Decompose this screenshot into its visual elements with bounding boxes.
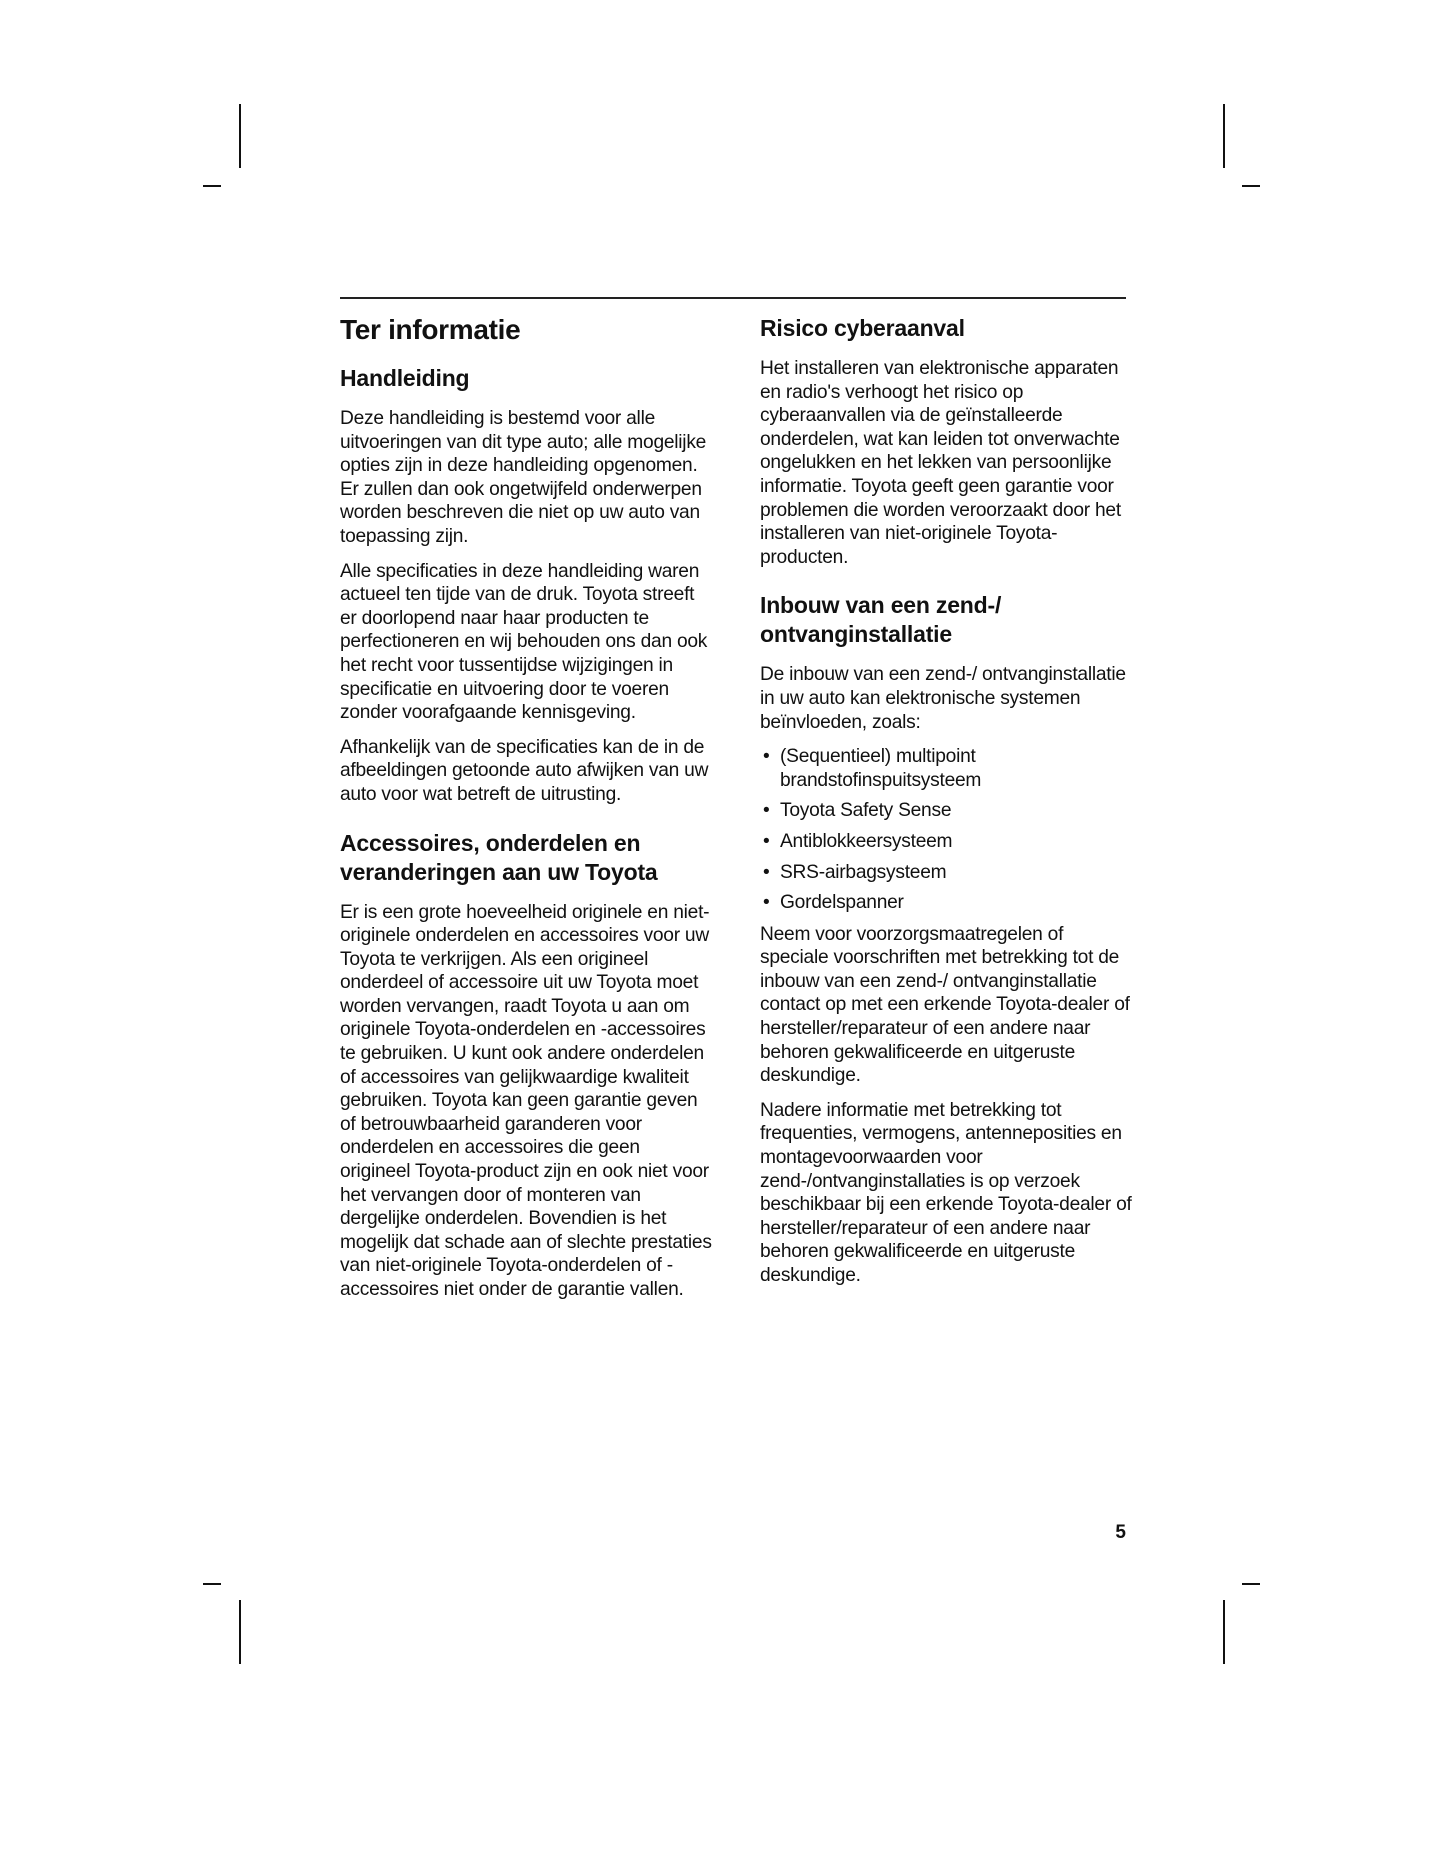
crop-mark bbox=[203, 1583, 221, 1585]
crop-mark bbox=[239, 1600, 241, 1664]
list-item: • Toyota Safety Sense bbox=[763, 800, 952, 822]
crop-mark bbox=[1223, 1600, 1225, 1664]
paragraph: Alle specificaties in deze handleiding waren actueel ten tijde van de druk. Toyota streeft er doorlopend naar haar producten te perfectioneren en wij behouden ons dan ook het recht voor tussentijdse wijzigingen in specificatie en uitvoering door te voeren zonder voorafgaande kennisgeving. bbox=[340, 560, 708, 724]
paragraph: De inbouw van een zend-/ ontvanginstallatie in uw auto kan elektronische systemen beïnvloeden, zoals: bbox=[760, 664, 1126, 733]
list-item: • (Sequentieel) multipoint brandstofinspuitsysteem bbox=[763, 746, 982, 791]
right-column bbox=[760, 300, 1135, 1299]
paragraph: Neem voor voorzorgsmaatregelen of speciale voorschriften met betrekking tot de inbouw van een zend-/ ontvanginstallatie contact op met een erkende Toyota-dealer of hersteller/reparateur of een andere naar behoren gekwalificeerde en uitgeruste deskundige. bbox=[760, 923, 1130, 1087]
crop-mark bbox=[203, 185, 221, 187]
list-item: • Gordelspanner bbox=[763, 892, 904, 914]
page-title: Ter informatie bbox=[340, 314, 521, 345]
bullet-icon: • bbox=[763, 892, 770, 914]
crop-mark bbox=[239, 104, 241, 168]
crop-mark bbox=[1223, 104, 1225, 168]
paragraph: Het installeren van elektronische apparaten en radio's verhoogt het risico op cyberaanvallen via de geïnstalleerde onderdelen, wat kan leiden tot onverwachte ongelukken en het lekken van persoonlijke informatie. Toyota geeft geen garantie voor problemen die worden veroorzaakt door het installeren van niet-originele Toyota-producten. bbox=[760, 358, 1121, 568]
section-heading-handleiding: Handleiding bbox=[340, 365, 470, 391]
page-number: 5 bbox=[1115, 1522, 1126, 1543]
bullet-icon: • bbox=[763, 830, 770, 852]
paragraph: Deze handleiding is bestemd voor alle uitvoeringen van dit type auto; alle mogelijke opties zijn in deze handleiding opgenomen. Er zullen dan ook ongetwijfeld onderwerpen worden beschreven die niet op uw auto van toepassing zijn. bbox=[340, 408, 707, 547]
paragraph: Er is een grote hoeveelheid originele en niet-originele onderdelen en accessoires voor uw Toyota te verkrijgen. Als een origineel onderdeel of accessoire uit uw Toyota moet worden vervangen, raadt Toyota u aan om originele Toyota-onderdelen en -accessoires te gebruiken. U kunt ook andere onderdelen of accessoires van gelijkwaardige kwaliteit gebruiken. Toyota kan geen garantie geven of betrouwbaarheid garanderen voor onderdelen en accessoires die geen origineel Toyota-product zijn en ook niet voor het vervangen door of monteren van dergelijke onderdelen. Bovendien is het mogelijk dat schade aan of slechte prestaties van niet-originele Toyota-onderdelen of -accessoires niet onder de garantie vallen. bbox=[340, 901, 712, 1300]
bullet-icon: • bbox=[763, 861, 770, 883]
header-rule bbox=[340, 297, 1126, 299]
section-heading-accessoires: Accessoires, onderdelen en veranderingen aan uw Toyota bbox=[340, 829, 658, 885]
crop-mark bbox=[1242, 185, 1260, 187]
list-item: • Antiblokkeersysteem bbox=[763, 830, 953, 852]
paragraph: Nadere informatie met betrekking tot frequenties, vermogens, antenneposities en montagevoorwaarden voor zend-/ontvanginstallaties is op verzoek beschikbaar bij een erkende Toyota-dealer of hersteller/reparateur of een andere naar behoren gekwalificeerde en uitgeruste deskundige. bbox=[760, 1099, 1132, 1286]
bullet-icon: • bbox=[763, 800, 770, 822]
left-column bbox=[340, 300, 715, 1313]
section-heading-cyberaanval: Risico cyberaanval bbox=[760, 315, 965, 341]
bullet-list bbox=[760, 745, 1135, 915]
section-heading-inbouw: Inbouw van een zend-/ ontvanginstallatie bbox=[760, 592, 1002, 648]
crop-mark bbox=[1242, 1583, 1260, 1585]
bullet-icon: • bbox=[763, 746, 770, 768]
list-item: • SRS-airbagsysteem bbox=[763, 861, 947, 883]
paragraph: Afhankelijk van de specificaties kan de in de afbeeldingen getoonde auto afwijken van uw auto voor wat betreft de uitrusting. bbox=[340, 736, 709, 805]
